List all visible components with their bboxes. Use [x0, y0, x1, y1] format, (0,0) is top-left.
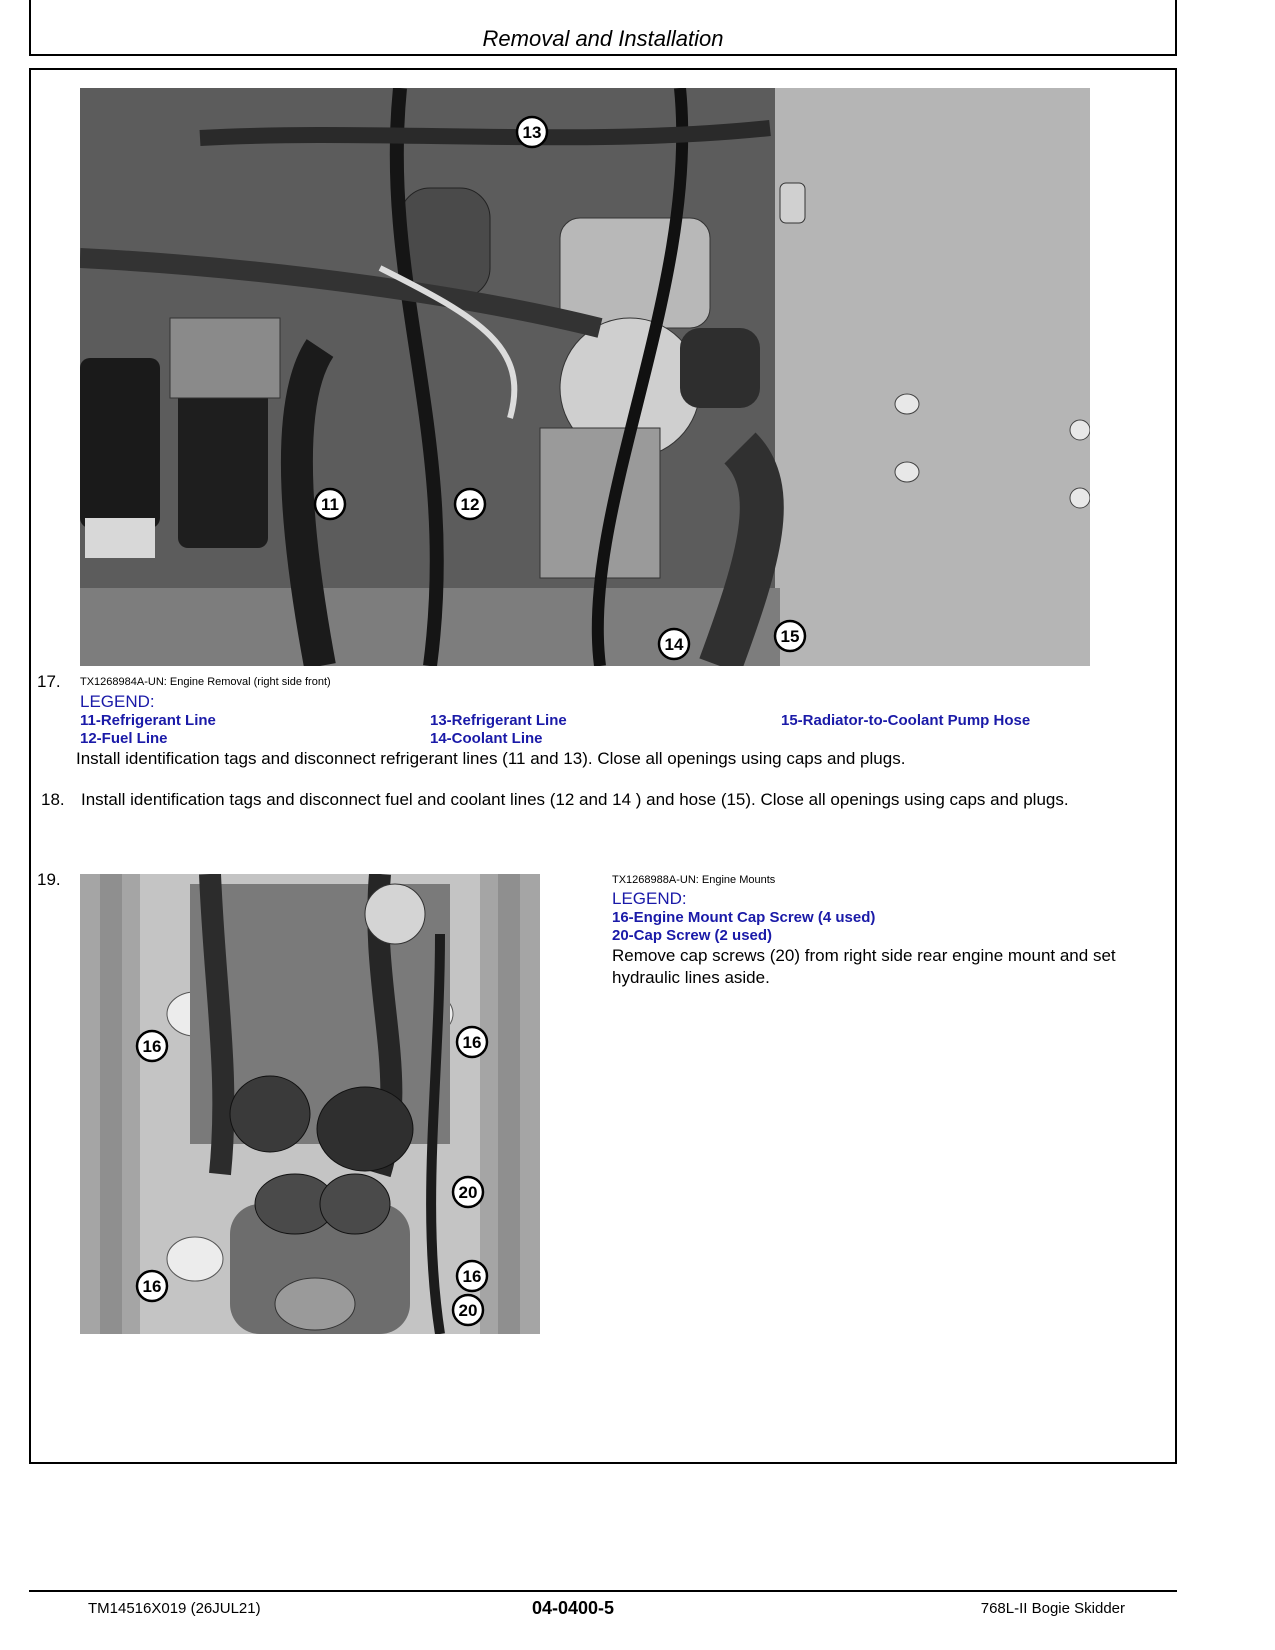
step-17-text: Install identification tags and disconnect refrigerant lines (11 and 13). Close all openings using caps and plugs.	[76, 749, 906, 768]
step-19-text: Remove cap screws (20) from right side rear engine mount and set hydraulic lines aside.	[612, 946, 1116, 987]
svg-text:14: 14	[664, 635, 684, 654]
callout-12	[450, 484, 490, 524]
svg-text:15: 15	[780, 627, 800, 646]
callout-16-top-left	[132, 1026, 172, 1066]
footer-document-id: TM14516X019 (26JUL21)	[88, 1600, 261, 1617]
footer-page-number: 04-0400-5	[532, 1598, 615, 1618]
figure-caption-engine-removal: TX1268984A-UN: Engine Removal (right side front)	[80, 676, 331, 688]
legend-item-13: 13-Refrigerant Line	[430, 712, 567, 729]
legend-title: LEGEND:	[612, 889, 687, 908]
svg-text:16: 16	[462, 1033, 482, 1052]
callout-20-lower	[448, 1290, 488, 1330]
legend-item-14: 14-Coolant Line	[430, 730, 543, 747]
callout-11	[310, 484, 350, 524]
legend-item-20: 20-Cap Screw (2 used)	[612, 927, 773, 944]
legend-title: LEGEND:	[80, 692, 155, 711]
callout-14	[654, 624, 694, 664]
header-title: Removal and Installation	[482, 26, 724, 51]
legend-item-16: 16-Engine Mount Cap Screw (4 used)	[612, 909, 876, 926]
figure-caption-engine-mounts: TX1268988A-UN: Engine Mounts	[612, 874, 776, 886]
step-number-18: 18.	[41, 790, 65, 809]
svg-text:20: 20	[458, 1301, 478, 1320]
svg-text:11: 11	[321, 495, 339, 514]
figure-engine-removal	[80, 88, 1090, 666]
legend-item-15: 15-Radiator-to-Coolant Pump Hose	[781, 712, 1031, 729]
svg-text:16: 16	[142, 1037, 162, 1056]
callout-13	[512, 112, 552, 152]
legend-item-12: 12-Fuel Line	[80, 730, 168, 747]
svg-text:16: 16	[462, 1267, 482, 1286]
page-header	[29, 0, 1177, 56]
svg-text:12: 12	[460, 495, 480, 514]
svg-text:13: 13	[522, 123, 542, 142]
callout-15	[770, 616, 810, 656]
footer-divider	[29, 1590, 1177, 1592]
callout-16-top-right	[452, 1022, 492, 1062]
callout-16-bottom-left	[132, 1266, 172, 1306]
svg-text:16: 16	[142, 1277, 162, 1296]
step-number-17: 17.	[37, 672, 61, 691]
legend-item-11: 11-Refrigerant Line	[80, 712, 216, 729]
footer-model-name: 768L-II Bogie Skidder	[980, 1600, 1125, 1617]
step-18-text: Install identification tags and disconnect fuel and coolant lines (12 and 14 ) and hose (15). Close all openings using caps and plugs.	[81, 790, 1069, 809]
svg-text:20: 20	[458, 1183, 478, 1202]
step-number-19: 19.	[37, 870, 61, 889]
callout-20-upper	[448, 1172, 488, 1212]
